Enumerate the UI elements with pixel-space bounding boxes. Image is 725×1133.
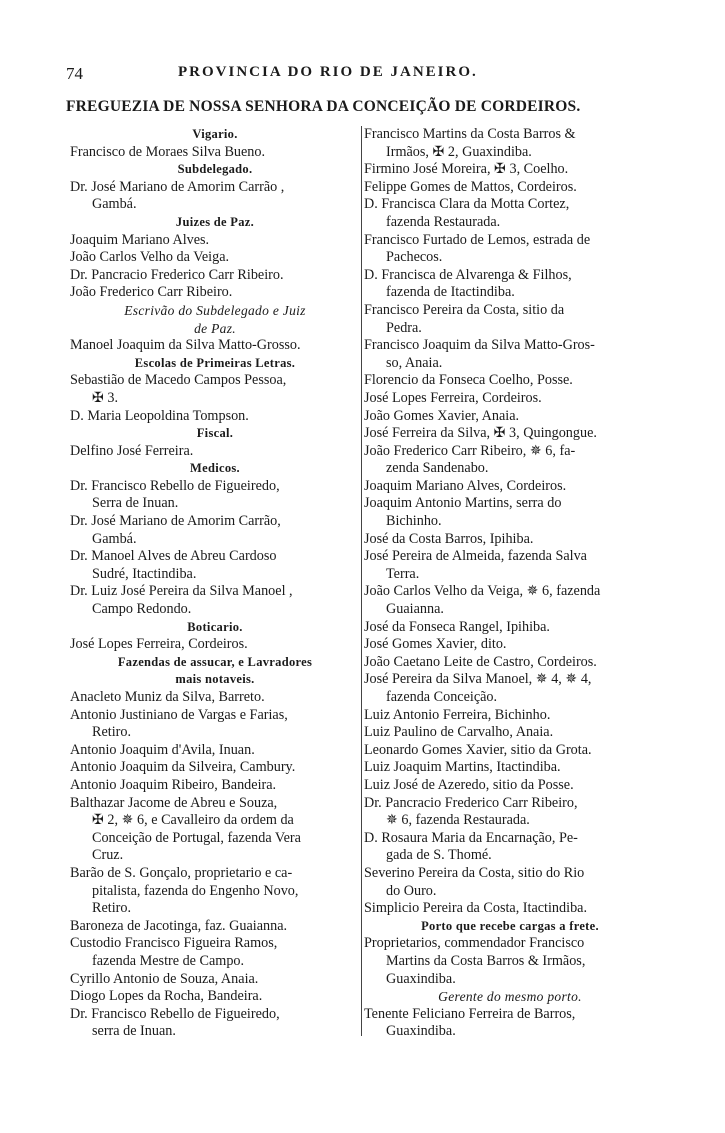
entry-continuation: Serra de Inuan.	[92, 495, 179, 512]
entry-line: José da Fonseca Rangel, Ipihiba.	[364, 618, 550, 635]
entry-line: João Caetano Leite de Castro, Cordeiros.	[364, 653, 597, 670]
entry-continuation: ✵ 6, fazenda Restaurada.	[386, 812, 530, 829]
page-header	[66, 64, 656, 88]
entry-line: Balthazar Jacome de Abreu e Souza,	[70, 794, 278, 811]
entry-line: Francisco Martins da Costa Barros &	[364, 126, 576, 142]
entry-continuation: fazenda de Itactindiba.	[386, 284, 515, 301]
entry-line: Tenente Feliciano Ferreira de Barros,	[364, 1005, 576, 1022]
entry-line: Anacleto Muniz da Silva, Barreto.	[70, 689, 265, 705]
entry-continuation: Guaianna.	[386, 601, 444, 618]
entry-line: Luiz Joaquim Martins, Itactindiba.	[364, 759, 561, 776]
section-heading: Medicos.	[190, 461, 240, 476]
entry-line: Florencio da Fonseca Coelho, Posse.	[364, 372, 573, 389]
entry-continuation: Guaxindiba.	[386, 1023, 456, 1040]
entry-line: Proprietarios, commendador Francisco	[364, 935, 585, 952]
entry-line: Dr. Francisco Rebello de Figueiredo,	[70, 1005, 280, 1022]
entry-line: José Lopes Ferreira, Cordeiros.	[364, 389, 542, 406]
entry-line: Dr. Luiz José Pereira da Silva Manoel ,	[70, 583, 293, 600]
left-column	[70, 126, 360, 1041]
entry-line: Dr. José Mariano de Amorim Carrão,	[70, 513, 281, 530]
entry-continuation: Retiro.	[92, 900, 132, 917]
entry-line: José Lopes Ferreira, Cordeiros.	[70, 636, 248, 653]
entry-continuation: serra de Inuan.	[92, 1023, 176, 1040]
entry-continuation: Campo Redondo.	[92, 601, 192, 618]
entry-line: Francisco de Moraes Silva Bueno.	[70, 143, 266, 160]
entry-continuation: zenda Sandenabo.	[386, 460, 489, 477]
entry-line: João Frederico Carr Ribeiro.	[70, 284, 233, 301]
entry-line: Francisco Pereira da Costa, sitio da	[364, 301, 565, 318]
entry-line: D. Francisca Clara da Motta Cortez,	[364, 196, 570, 213]
entry-continuation: Terra.	[386, 565, 420, 582]
entry-line: Antonio Joaquim da Silveira, Cambury.	[70, 759, 296, 776]
entry-line: Dr. Manoel Alves de Abreu Cardoso	[70, 548, 277, 565]
entry-line: Cyrillo Antonio de Souza, Anaia.	[70, 970, 259, 987]
entry-line: João Carlos Velho da Veiga, ✵ 6, fazenda	[364, 583, 601, 600]
entry-continuation: gada de S. Thomé.	[386, 847, 492, 864]
section-heading: Vigario.	[192, 127, 238, 141]
section-title: FREGUEZIA DE NOSSA SENHORA DA CONCEIÇÃO DE CORDEIROS.	[66, 98, 581, 115]
entry-continuation: Gambá.	[92, 196, 137, 213]
entry-line: Dr. Pancracio Frederico Carr Ribeiro,	[364, 794, 578, 811]
entry-line: José Gomes Xavier, dito.	[364, 636, 507, 653]
section-heading: Fiscal.	[196, 426, 234, 441]
entry-line: Francisco Joaquim da Silva Matto-Gros-	[364, 337, 595, 354]
section-heading: Porto que recebe cargas a frete.	[421, 918, 599, 933]
entry-line: Luiz José de Azeredo, sitio da Posse.	[364, 776, 574, 793]
entry-line: José Pereira de Almeida, fazenda Salva	[364, 548, 587, 565]
entry-line: Firmino José Moreira, ✠ 3, Coelho.	[364, 161, 569, 178]
section-heading: mais notaveis.	[175, 672, 255, 687]
entry-line: Barão de S. Gonçalo, proprietario e ca-	[70, 864, 293, 881]
section-heading: de Paz.	[194, 320, 236, 336]
running-title: PROVINCIA DO RIO DE JANEIRO.	[178, 64, 478, 80]
section-heading: Juizes de Paz.	[175, 214, 255, 229]
entry-continuation: pitalista, fazenda do Engenho Novo,	[92, 882, 299, 899]
entry-line: Simplicio Pereira da Costa, Itactindiba.	[364, 900, 588, 917]
entry-continuation: Bichinho.	[386, 513, 442, 530]
entry-continuation: fazenda Restaurada.	[386, 213, 501, 230]
entry-continuation: Irmãos, ✠ 2, Guaxindiba.	[386, 143, 532, 160]
entry-line: D. Francisca de Alvarenga & Filhos,	[364, 266, 572, 283]
entry-line: João Gomes Xavier, Anaia.	[364, 407, 520, 424]
page-number: 74	[66, 64, 83, 83]
entry-line: Antonio Joaquim d'Avila, Inuan.	[70, 741, 255, 758]
entry-line: Francisco Furtado de Lemos, estrada de	[364, 231, 591, 248]
entry-continuation: ✠ 2, ✵ 6, e Cavalleiro da ordem da	[92, 812, 294, 829]
section-heading: Subdelegado.	[177, 162, 253, 177]
section-heading: Gerente do mesmo porto.	[438, 989, 582, 1005]
section-heading: Boticario.	[187, 619, 243, 634]
entry-line: Joaquim Mariano Alves, Cordeiros.	[364, 477, 567, 494]
entry-line: João Carlos Velho da Veiga.	[70, 249, 230, 266]
entry-continuation: Pachecos.	[386, 249, 443, 266]
entry-line: Manoel Joaquim da Silva Matto-Grosso.	[70, 337, 301, 354]
entry-continuation: Retiro.	[92, 724, 132, 741]
entry-line: Severino Pereira da Costa, sitio do Rio	[364, 864, 585, 881]
entry-line: Diogo Lopes da Rocha, Bandeira.	[70, 988, 263, 1005]
entry-line: Custodio Francisco Figueira Ramos,	[70, 935, 278, 952]
entry-continuation: do Ouro.	[386, 882, 437, 899]
entry-line: Dr. José Mariano de Amorim Carrão ,	[70, 178, 285, 195]
entry-line: Dr. Francisco Rebello de Figueiredo,	[70, 477, 280, 494]
entry-continuation: fazenda Conceição.	[386, 689, 498, 705]
entry-line: Antonio Justiniano de Vargas e Farias,	[70, 706, 288, 723]
entry-continuation: Pedra.	[386, 319, 422, 336]
column-divider	[361, 126, 362, 1036]
entry-line: Leonardo Gomes Xavier, sitio da Grota.	[364, 741, 592, 758]
entry-line: D. Rosaura Maria da Encarnação, Pe-	[364, 829, 578, 846]
entry-line: D. Maria Leopoldina Tompson.	[70, 407, 249, 424]
entry-continuation: Martins da Costa Barros & Irmãos,	[386, 952, 586, 969]
entry-continuation: so, Anaia.	[386, 354, 443, 371]
entry-line: José da Costa Barros, Ipihiba.	[364, 530, 534, 547]
entry-line: Baroneza de Jacotinga, faz. Guaianna.	[70, 917, 288, 934]
entry-line: Sebastião de Macedo Campos Pessoa,	[70, 372, 287, 389]
right-column	[364, 126, 656, 1041]
entry-line: Antonio Joaquim Ribeiro, Bandeira.	[70, 776, 277, 793]
entry-line: João Frederico Carr Ribeiro, ✵ 6, fa-	[364, 442, 576, 459]
entry-line: Joaquim Mariano Alves.	[70, 231, 210, 248]
entry-line: Luiz Antonio Ferreira, Bichinho.	[364, 706, 551, 723]
section-heading: Escolas de Primeiras Letras.	[134, 355, 296, 370]
section-heading: Fazendas de assucar, e Lavradores	[117, 654, 313, 669]
entry-line: José Pereira da Silva Manoel, ✵ 4, ✵ 4,	[364, 671, 592, 688]
section-heading: Escrivão do Subdelegado e Juiz	[124, 302, 306, 318]
entry-continuation: Sudré, Itactindiba.	[92, 565, 197, 582]
entry-line: Luiz Paulino de Carvalho, Anaia.	[364, 724, 554, 741]
entry-continuation: fazenda Mestre de Campo.	[92, 952, 245, 969]
entry-continuation: ✠ 3.	[92, 389, 119, 406]
entry-line: Delfino José Ferreira.	[70, 442, 194, 459]
entry-line: Joaquim Antonio Martins, serra do	[364, 495, 562, 512]
entry-continuation: Cruz.	[92, 847, 124, 864]
entry-line: Felippe Gomes de Mattos, Cordeiros.	[364, 178, 577, 195]
entry-line: José Ferreira da Silva, ✠ 3, Quingongue.	[364, 425, 597, 442]
entry-line: Dr. Pancracio Frederico Carr Ribeiro.	[70, 266, 284, 283]
entry-continuation: Guaxindiba.	[386, 970, 456, 987]
entry-continuation: Conceição de Portugal, fazenda Vera	[92, 829, 301, 846]
entry-continuation: Gambá.	[92, 530, 137, 547]
